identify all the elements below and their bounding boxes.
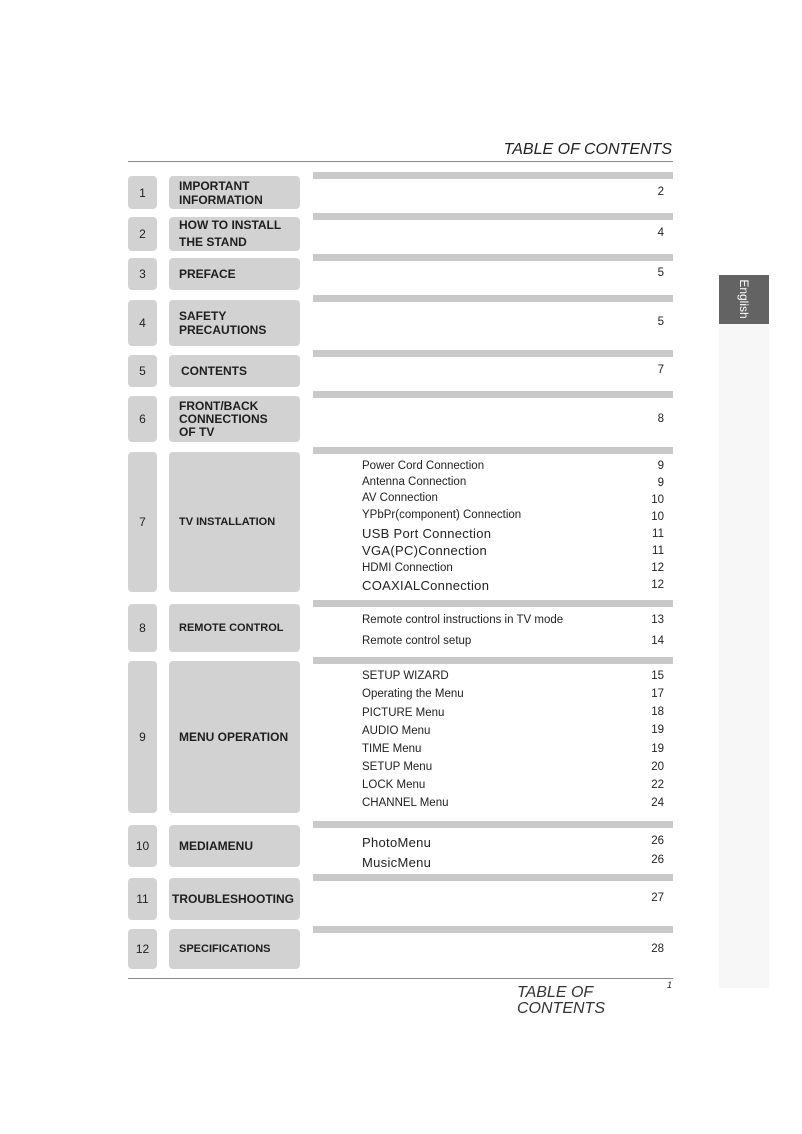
page-ref[interactable]: 12 <box>651 579 664 591</box>
section-bar-7 <box>313 447 673 454</box>
page-ref[interactable]: 4 <box>657 227 664 239</box>
page-ref[interactable]: 22 <box>651 779 664 791</box>
page-ref[interactable]: 9 <box>657 477 664 489</box>
page-ref[interactable]: 18 <box>651 706 664 718</box>
page-ref[interactable]: 2 <box>657 186 664 198</box>
section-bar-9 <box>313 657 673 664</box>
section-number-7: 7 <box>128 452 157 592</box>
section-title-4[interactable] <box>169 300 300 346</box>
page-ref[interactable]: 10 <box>651 494 664 506</box>
section-title-line: MEDIAMENU <box>179 839 253 853</box>
toc-entry[interactable]: PICTURE Menu <box>362 707 445 719</box>
footer-title-clipped: TABLE OF CONTENTS <box>517 984 605 1017</box>
toc-entry[interactable]: SETUP WIZARD <box>362 670 449 682</box>
section-title-line: TROUBLESHOOTING <box>172 892 294 906</box>
section-title-line: IMPORTANT <box>179 178 250 193</box>
section-number-2: 2 <box>128 217 157 251</box>
section-title-12[interactable] <box>169 929 300 969</box>
page-ref[interactable]: 28 <box>651 943 664 955</box>
section-bar-11 <box>313 874 673 881</box>
section-number-11: 11 <box>128 878 157 920</box>
language-tab[interactable] <box>719 275 769 324</box>
section-number-6: 6 <box>128 396 157 442</box>
section-title-9[interactable] <box>169 661 300 813</box>
toc-entry[interactable]: TIME Menu <box>362 743 422 755</box>
section-title-3[interactable] <box>169 258 300 290</box>
page-ref[interactable]: 7 <box>657 364 664 376</box>
section-title-line: INFORMATION <box>179 192 263 207</box>
section-bar-1 <box>313 172 673 179</box>
page-ref[interactable]: 26 <box>651 854 664 866</box>
page-ref[interactable]: 26 <box>651 835 664 847</box>
page-ref[interactable]: 19 <box>651 743 664 755</box>
section-title-1[interactable] <box>169 176 300 209</box>
page-ref[interactable]: 5 <box>657 316 664 328</box>
toc-entry[interactable]: Power Cord Connection <box>362 460 485 472</box>
page-number: 1 <box>667 980 673 990</box>
section-number-4: 4 <box>128 300 157 346</box>
section-title-2[interactable] <box>169 217 300 251</box>
section-bar-5 <box>313 350 673 357</box>
section-number-9: 9 <box>128 661 157 813</box>
toc-entry[interactable]: COAXIALConnection <box>362 578 490 593</box>
toc-entry[interactable]: HDMI Connection <box>362 562 453 574</box>
section-bar-12 <box>313 926 673 933</box>
section-number-12: 12 <box>128 929 157 969</box>
section-title-10[interactable] <box>169 825 300 867</box>
section-title-7[interactable] <box>169 452 300 592</box>
page-ref[interactable]: 12 <box>651 562 664 574</box>
section-title-line: PRECAUTIONS <box>179 323 267 337</box>
section-number-10: 10 <box>128 825 157 867</box>
section-number-1: 1 <box>128 176 157 209</box>
section-title-line: MENU OPERATION <box>179 730 289 744</box>
section-title-line: HOW TO INSTALL <box>179 218 282 232</box>
page-ref[interactable]: 24 <box>651 797 664 809</box>
page-ref[interactable]: 17 <box>651 688 664 700</box>
section-number-5: 5 <box>128 355 157 387</box>
page-title: TABLE OF CONTENTS <box>503 141 672 158</box>
section-bar-3 <box>313 254 673 261</box>
page-ref[interactable]: 20 <box>651 761 664 773</box>
section-title-line: OF TV <box>179 424 215 439</box>
toc-entry[interactable]: Antenna Connection <box>362 476 467 488</box>
section-number-8: 8 <box>128 604 157 652</box>
section-title-line: TV INSTALLATION <box>179 516 276 528</box>
toc-entry[interactable]: SETUP Menu <box>362 761 433 773</box>
page-ref[interactable]: 9 <box>657 460 664 472</box>
page-ref[interactable]: 13 <box>651 614 664 626</box>
section-bar-8 <box>313 600 673 607</box>
section-bar-6 <box>313 391 673 398</box>
page-ref[interactable]: 11 <box>652 545 664 557</box>
section-number-3: 3 <box>128 258 157 290</box>
section-title-line: SPECIFICATIONS <box>179 943 271 955</box>
section-title-line: CONNECTIONS <box>179 411 268 426</box>
section-bar-2 <box>313 213 673 220</box>
language-tab-label: English <box>737 279 751 319</box>
section-title-line: THE STAND <box>179 235 247 249</box>
toc-entry[interactable]: Operating the Menu <box>362 688 464 700</box>
page-ref[interactable]: 5 <box>657 267 664 279</box>
section-title-6[interactable] <box>169 396 300 442</box>
toc-entry[interactable]: MusicMenu <box>362 855 432 870</box>
section-bar-10 <box>313 821 673 828</box>
page-ref[interactable]: 8 <box>657 413 664 425</box>
section-title-11[interactable] <box>169 878 300 920</box>
page-ref[interactable]: 10 <box>651 511 664 523</box>
toc-entry[interactable]: PhotoMenu <box>362 835 432 850</box>
section-title-5[interactable] <box>169 355 300 387</box>
toc-entry[interactable]: CHANNEL Menu <box>362 797 449 809</box>
page-ref[interactable]: 14 <box>651 635 664 647</box>
toc-entry[interactable]: AV Connection <box>362 492 438 504</box>
toc-entry[interactable]: Remote control instructions in TV mode <box>362 614 564 626</box>
section-bar-4 <box>313 295 673 302</box>
page-ref[interactable]: 11 <box>652 528 664 540</box>
section-title-8[interactable] <box>169 604 300 652</box>
page-ref[interactable]: 15 <box>651 670 664 682</box>
page-ref[interactable]: 27 <box>651 892 664 904</box>
toc-entry[interactable]: AUDIO Menu <box>362 725 431 737</box>
language-strip <box>719 323 769 988</box>
page-ref[interactable]: 19 <box>651 724 664 736</box>
toc-entry[interactable]: VGA(PC)Connection <box>362 543 488 558</box>
toc-entry[interactable]: YPbPr(component) Connection <box>362 509 522 521</box>
footer-divider <box>128 978 673 979</box>
toc-entry[interactable]: USB Port Connection <box>362 526 492 541</box>
header-divider <box>128 161 673 162</box>
toc-entry[interactable]: LOCK Menu <box>362 779 426 791</box>
section-title-line: REMOTE CONTROL <box>179 622 284 634</box>
section-title-line: PREFACE <box>179 267 236 281</box>
section-title-line: FRONT/BACK <box>179 398 259 413</box>
section-title-line: CONTENTS <box>181 364 247 378</box>
toc-entry[interactable]: Remote control setup <box>362 635 472 647</box>
section-title-line: SAFETY <box>179 309 227 323</box>
